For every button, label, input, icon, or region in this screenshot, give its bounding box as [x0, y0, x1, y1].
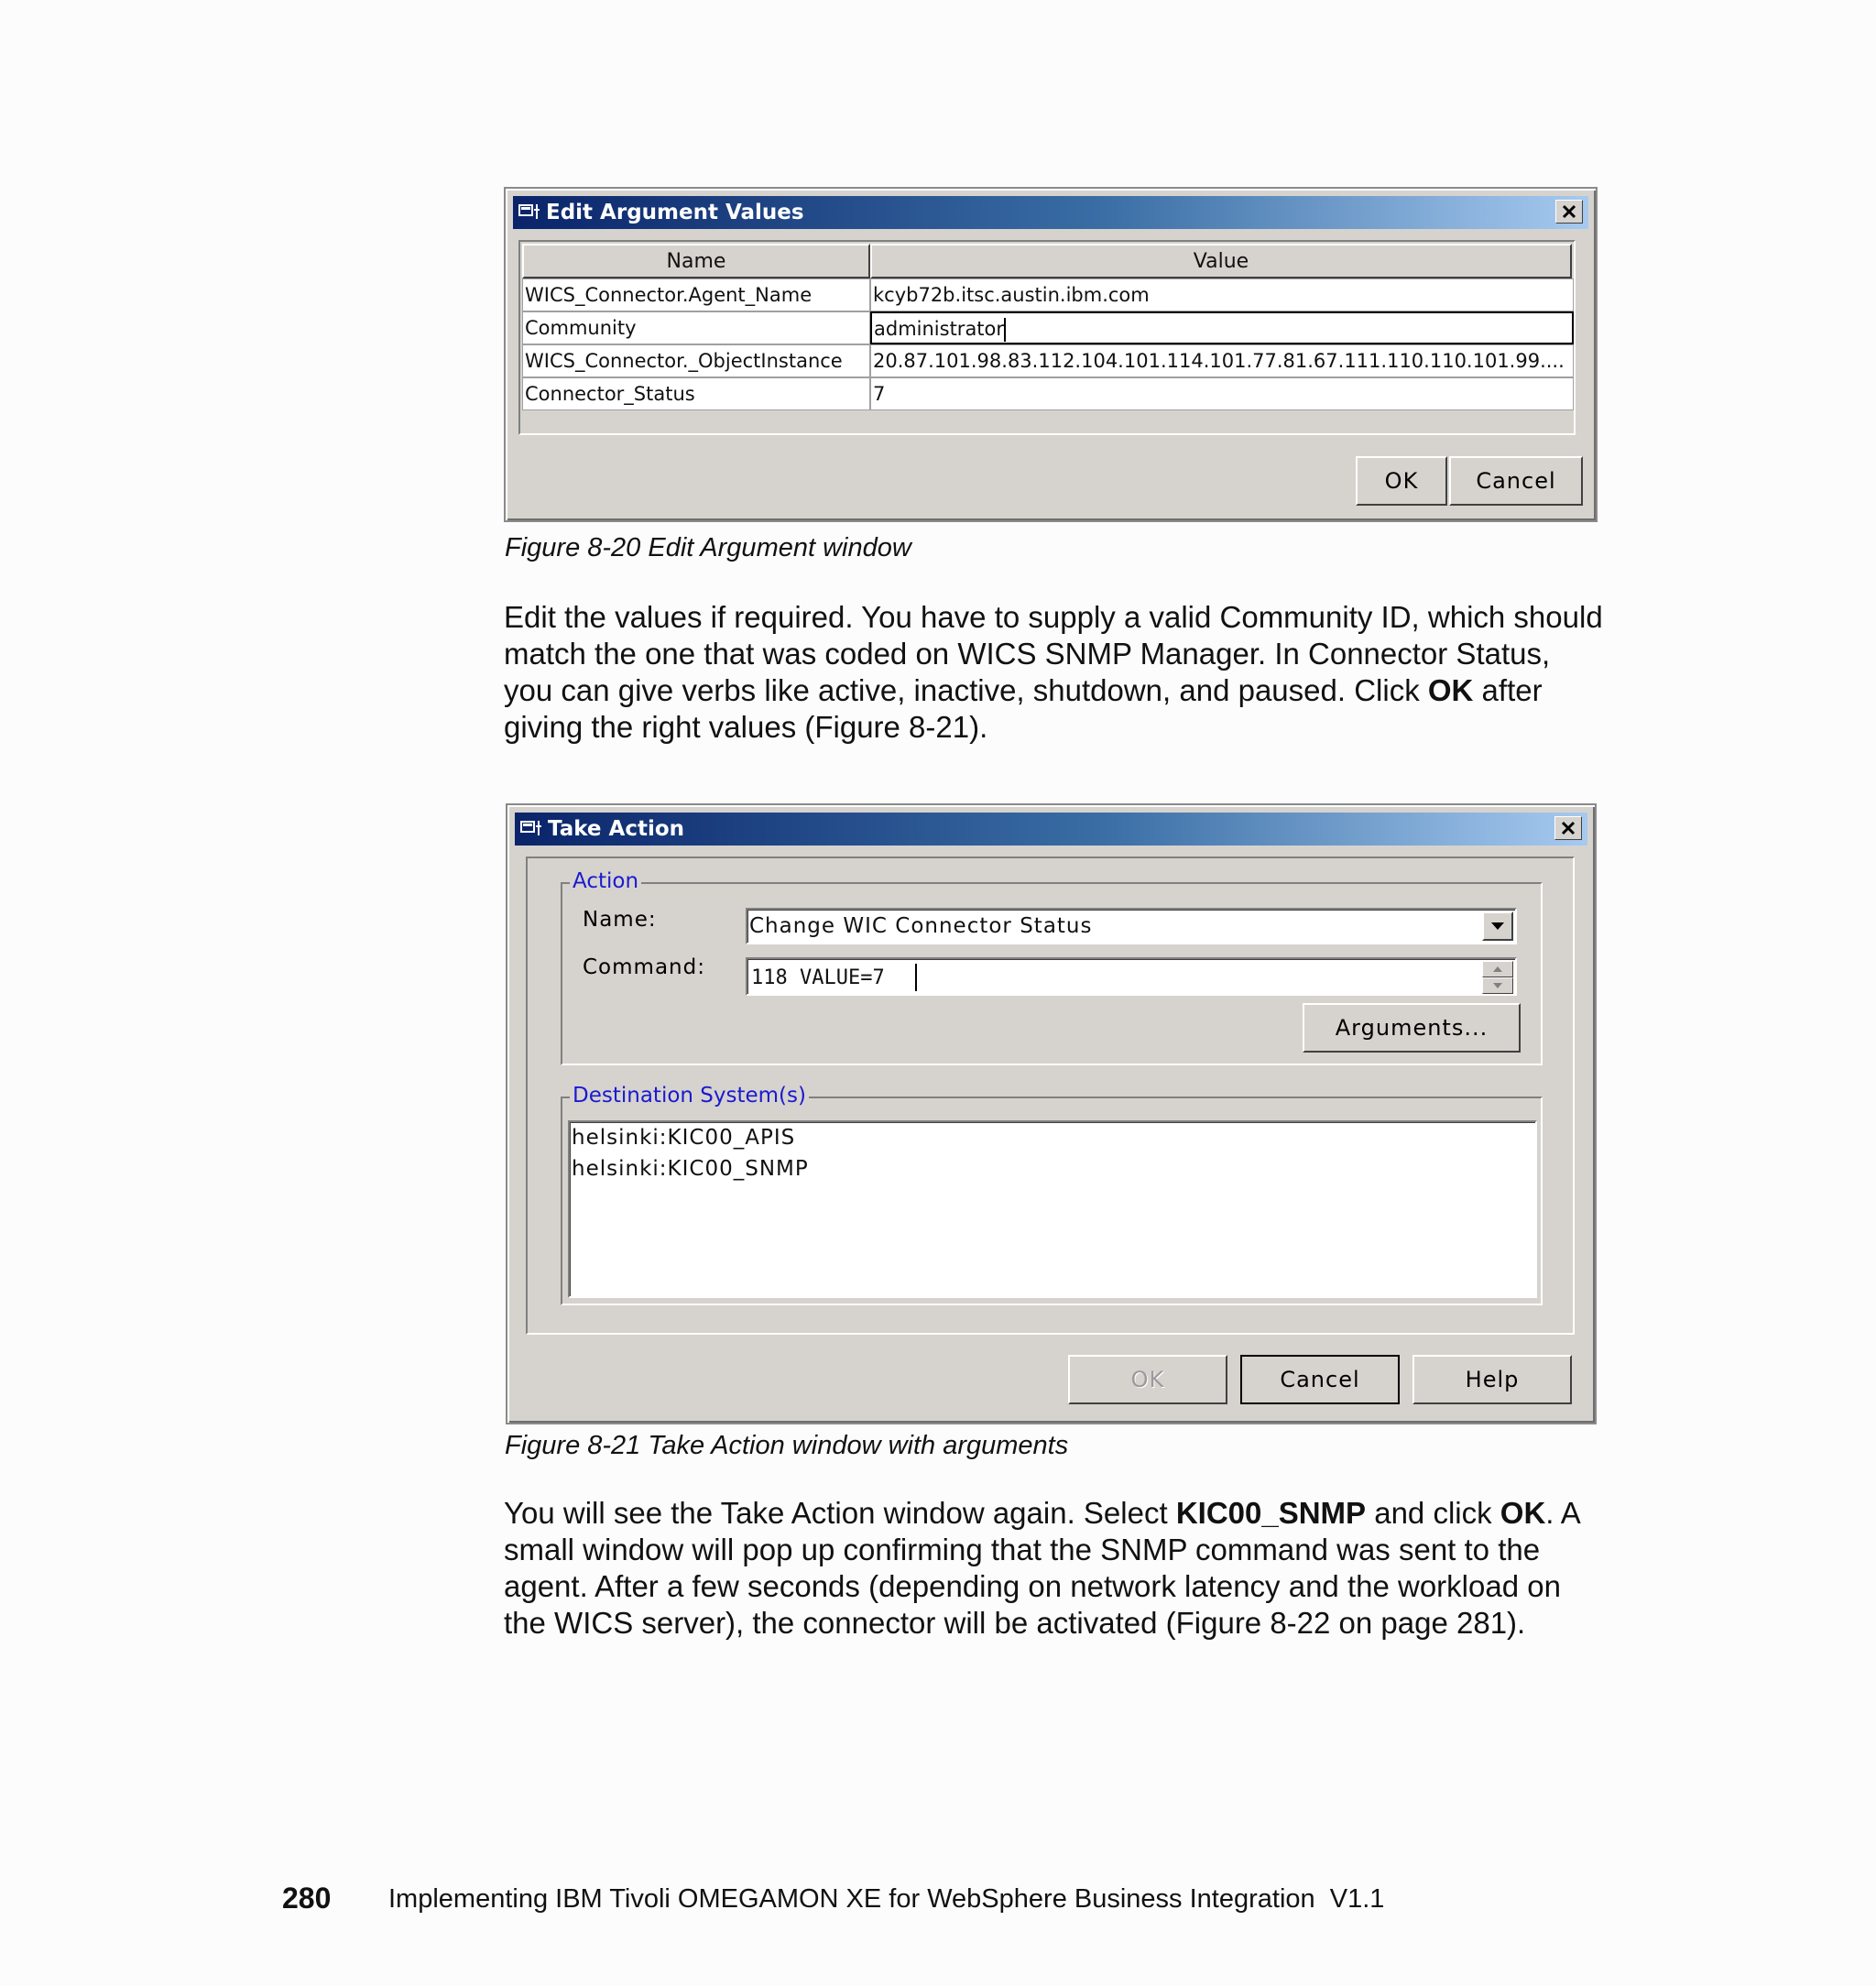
command-label: Command:	[583, 955, 705, 979]
spin-down-icon[interactable]	[1482, 977, 1513, 994]
title-bar[interactable]	[515, 813, 1587, 846]
cell-name: WICS_Connector._ObjectInstance	[522, 344, 870, 377]
figure-caption: Figure 8-21 Take Action window with arguments	[505, 1431, 1069, 1460]
destination-group-label: Destination System(s)	[570, 1084, 809, 1108]
table-row[interactable]	[522, 311, 1574, 344]
list-item[interactable]: helsinki:KIC00_SNMP	[572, 1157, 809, 1181]
edit-argument-values-window	[504, 187, 1598, 522]
paragraph-bold: OK	[1427, 673, 1474, 707]
table-row[interactable]	[522, 377, 1574, 410]
command-field[interactable]	[746, 957, 1517, 996]
cell-name: Community	[522, 311, 870, 344]
paragraph-text: after giving the right values (Figure 8-21).	[504, 673, 1543, 744]
window-icon	[518, 202, 542, 221]
command-value: 118 VALUE=7	[751, 966, 885, 989]
cell-name: WICS_Connector.Agent_Name	[522, 278, 870, 311]
running-footer: Implementing IBM Tivoli OMEGAMON XE for WebSphere Business Integration V1.1	[388, 1884, 1385, 1914]
cell-value[interactable]: 20.87.101.98.83.112.104.101.114.101.77.81.67.111.110.110.101.99....	[870, 344, 1574, 377]
title-bar[interactable]	[513, 196, 1588, 229]
figure-caption: Figure 8-20 Edit Argument window	[505, 533, 911, 562]
arguments-button[interactable]	[1303, 1003, 1521, 1053]
cell-value[interactable]: kcyb72b.itsc.austin.ibm.com	[870, 278, 1574, 311]
cell-name: Connector_Status	[522, 377, 870, 410]
cancel-button[interactable]: Cancel	[1240, 1355, 1400, 1404]
help-button[interactable]: Help	[1412, 1355, 1572, 1404]
table-row[interactable]	[522, 278, 1574, 311]
spinner-icon[interactable]	[1482, 961, 1513, 994]
arguments-table	[518, 240, 1576, 435]
table-row[interactable]	[522, 344, 1574, 377]
window-title: Edit Argument Values	[546, 201, 804, 224]
list-item[interactable]: helsinki:KIC00_APIS	[572, 1126, 796, 1150]
ok-button[interactable]: OK	[1068, 1355, 1227, 1404]
cell-value-editing[interactable]	[870, 311, 1574, 344]
spin-up-icon[interactable]	[1482, 961, 1513, 977]
column-header-name[interactable]: Name	[522, 244, 870, 278]
action-group-label: Action	[570, 869, 641, 893]
close-icon[interactable]	[1555, 200, 1583, 224]
column-header-value[interactable]: Value	[870, 244, 1572, 278]
body-paragraph	[504, 1495, 1603, 1642]
paragraph-bold: KIC00_SNMP	[1175, 1496, 1367, 1530]
name-label: Name:	[583, 908, 657, 932]
take-action-window	[506, 803, 1597, 1424]
window-icon	[520, 819, 544, 837]
paragraph-text: and click	[1366, 1496, 1500, 1530]
page-number: 280	[282, 1882, 332, 1915]
paragraph-bold: OK	[1500, 1496, 1546, 1530]
text-cursor	[1004, 318, 1006, 342]
arguments-button-label: Arguments...	[1335, 1015, 1489, 1041]
cell-value[interactable]: 7	[870, 377, 1574, 410]
paragraph-text: Edit the values if required. You have to supply a valid Community ID, which should match the one that was coded on WICS SNMP Manager. In Connector Status, you can give verbs like active, inactive, shutdown, and paused. Click	[504, 600, 1603, 707]
text-cursor	[915, 964, 917, 991]
chevron-down-icon[interactable]	[1482, 911, 1513, 941]
ok-button[interactable]: OK	[1356, 456, 1447, 506]
community-value: administrator	[874, 318, 1005, 340]
close-icon[interactable]	[1554, 816, 1582, 840]
cancel-button[interactable]: Cancel	[1449, 456, 1583, 506]
body-paragraph	[504, 599, 1603, 746]
action-name-dropdown[interactable]	[746, 908, 1517, 944]
window-title: Take Action	[548, 817, 685, 841]
destination-list[interactable]	[568, 1120, 1537, 1298]
paragraph-text: You will see the Take Action window again. Select	[504, 1496, 1176, 1530]
paragraph-text: . A small window will pop up confirming that the SNMP command was sent to the agent. After a few seconds (depending on network latency and the workload on the WICS server), the connector will be activated (Figure 8-22 on page 281).	[504, 1496, 1579, 1640]
action-name-value: Change WIC Connector Status	[749, 914, 1093, 938]
